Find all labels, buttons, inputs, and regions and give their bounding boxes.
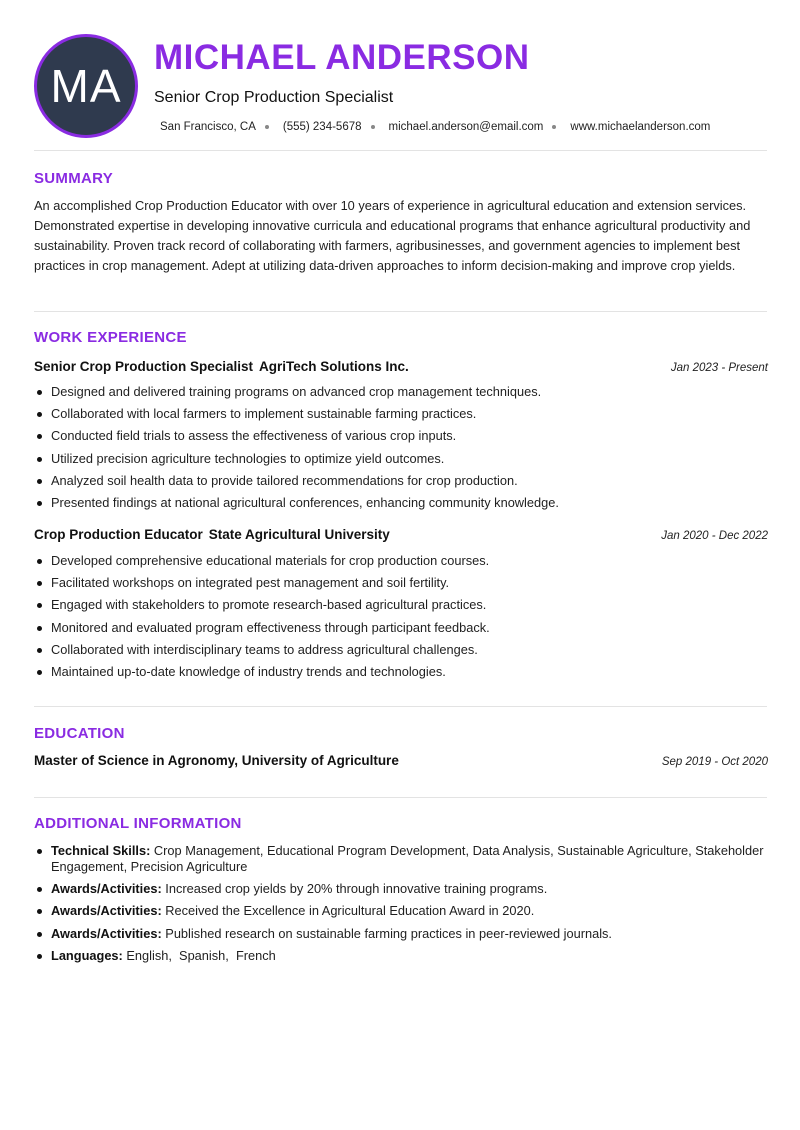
- item-text: Published research on sustainable farming practices in peer-reviewed journals.: [165, 925, 612, 941]
- divider: [34, 706, 767, 707]
- list-item: Conducted field trials to assess the effectiveness of various crop inputs.: [34, 428, 768, 444]
- divider: [34, 311, 767, 312]
- item-text: Crop Management, Educational Program Development, Data Analysis, Sustainable Agriculture, Stakeholder Engagement, Precision Agriculture: [51, 843, 764, 874]
- education-degree: Master of Science in Agronomy, University of Agriculture: [34, 753, 399, 768]
- job-title: [34, 527, 390, 542]
- experience-heading: WORK EXPERIENCE: [34, 329, 187, 346]
- contact-website[interactable]: www.michaelanderson.com: [570, 121, 711, 133]
- job-header: [34, 359, 768, 374]
- job-role: Crop Production Educator: [34, 527, 203, 542]
- education-entry: [34, 753, 768, 768]
- separator-dot: [552, 125, 556, 129]
- list-item: [34, 903, 768, 919]
- job-bullets: [34, 384, 768, 517]
- item-label: Awards/Activities:: [51, 903, 162, 919]
- list-item: [34, 843, 768, 875]
- job-bullets: [34, 553, 768, 686]
- list-item: Engaged with stakeholders to promote research-based agricultural practices.: [34, 597, 768, 613]
- additional-heading: ADDITIONAL INFORMATION: [34, 815, 242, 832]
- list-item: Designed and delivered training programs on advanced crop management techniques.: [34, 384, 768, 400]
- list-item: Utilized precision agriculture technologies to optimize yield outcomes.: [34, 451, 768, 467]
- contact-info: [160, 121, 710, 133]
- summary-text: An accomplished Crop Production Educator with over 10 years of experience in agricultural education and extension services. Demonstrated expertise in developing innovative curricula and educational programs that enhance agricultural productivity and sustainability. Proven track record of collaborating with farmers, agribusinesses, and government agencies to implement best practices in crop management. Adept at utilizing data-driven approaches to inform decision-making and improve crop yields.: [34, 198, 751, 273]
- divider: [34, 797, 767, 798]
- summary-heading: SUMMARY: [34, 170, 114, 187]
- education-date: Sep 2019 - Oct 2020: [661, 756, 768, 768]
- item-text: English, Spanish, French: [126, 947, 276, 963]
- list-item: [34, 926, 768, 942]
- job-company: AgriTech Solutions Inc.: [259, 359, 409, 374]
- list-item: [34, 881, 768, 897]
- list-item: Analyzed soil health data to provide tailored recommendations for crop production.: [34, 473, 768, 489]
- contact-location: San Francisco, CA: [160, 121, 256, 133]
- resume-header: [0, 0, 800, 150]
- item-label: Technical Skills:: [51, 843, 151, 858]
- job-role: Senior Crop Production Specialist: [34, 359, 254, 374]
- contact-email[interactable]: michael.anderson@email.com: [388, 121, 544, 133]
- separator-dot: [265, 125, 269, 129]
- additional-list: [34, 843, 768, 970]
- list-item: [34, 948, 768, 964]
- item-text: Received the Excellence in Agricultural Education Award in 2020.: [165, 903, 535, 919]
- item-label: Languages:: [51, 947, 123, 963]
- list-item: Developed comprehensive educational materials for crop production courses.: [34, 553, 768, 569]
- avatar: MA: [34, 34, 138, 138]
- item-text: Increased crop yields by 20% through innovative training programs.: [165, 881, 548, 897]
- candidate-title: Senior Crop Production Specialist: [154, 89, 394, 106]
- divider: [34, 150, 767, 151]
- contact-phone: (555) 234-5678: [282, 121, 362, 133]
- job-company: State Agricultural University: [208, 527, 390, 542]
- job-header: [34, 527, 768, 542]
- list-item: Presented findings at national agricultural conferences, enhancing community knowledge.: [34, 495, 768, 511]
- job-title: [34, 359, 409, 374]
- item-label: Awards/Activities:: [51, 925, 162, 941]
- job-date: Jan 2020 - Dec 2022: [661, 530, 768, 542]
- list-item: Facilitated workshops on integrated pest management and soil fertility.: [34, 575, 768, 591]
- list-item: Maintained up-to-date knowledge of industry trends and technologies.: [34, 664, 768, 680]
- job-date: Jan 2023 - Present: [670, 362, 768, 374]
- education-heading: EDUCATION: [34, 725, 125, 742]
- item-label: Awards/Activities:: [51, 881, 162, 897]
- list-item: Collaborated with local farmers to implement sustainable farming practices.: [34, 406, 768, 422]
- list-item: Collaborated with interdisciplinary teams to address agricultural challenges.: [34, 642, 768, 658]
- separator-dot: [371, 125, 375, 129]
- list-item: Monitored and evaluated program effectiveness through participant feedback.: [34, 620, 768, 636]
- candidate-name: MICHAEL ANDERSON: [154, 38, 530, 77]
